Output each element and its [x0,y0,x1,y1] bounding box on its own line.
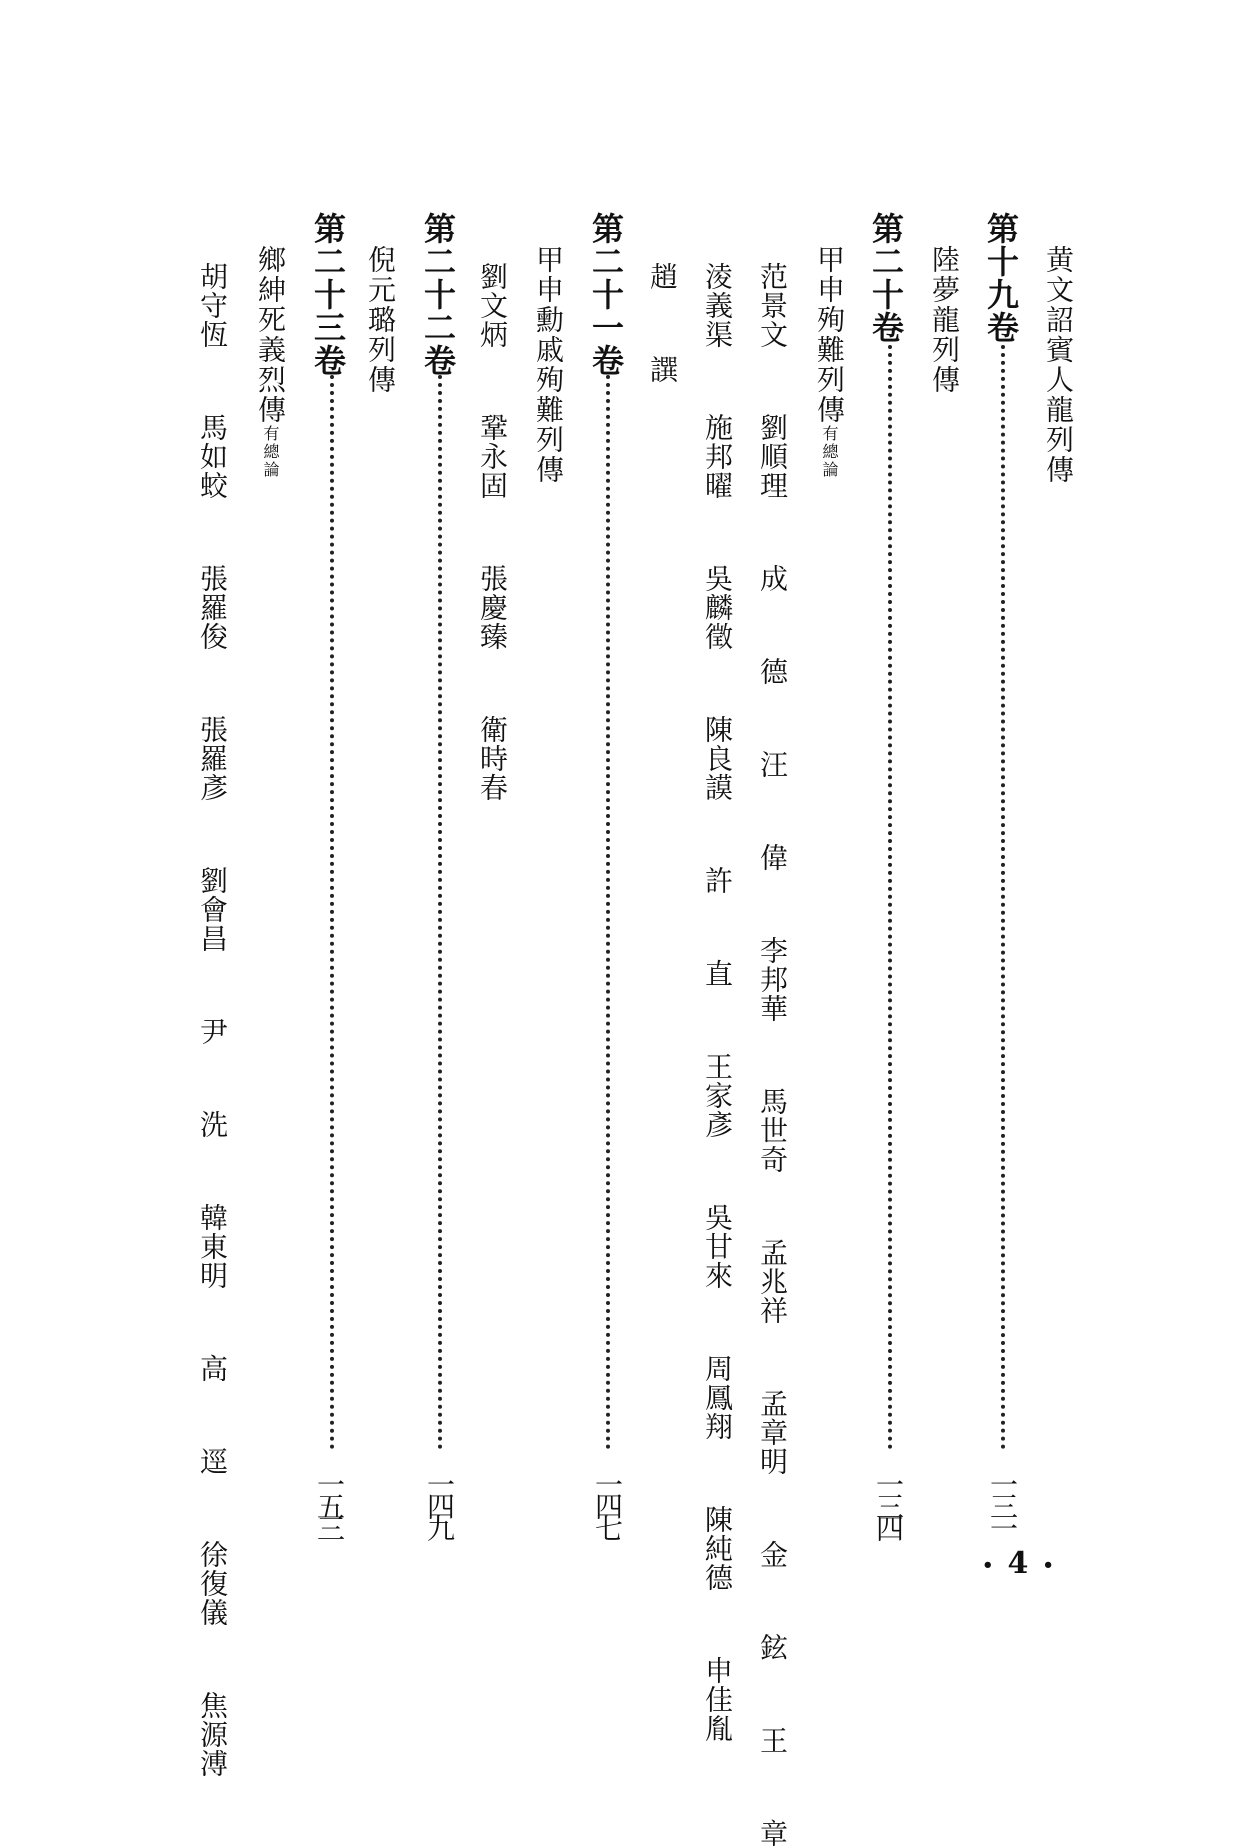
folio-bullet-left: • [982,1554,994,1576]
leader-dots [606,375,610,1450]
chapter-21-heading: 甲申勳戚殉難列傳 [532,245,565,485]
leader-dots [330,375,334,1450]
chapter-20-page: 一三四 [872,1470,905,1536]
chapter-22-page: 一四九 [423,1470,456,1536]
chapter-20-names-row-2: 淩義渠 施邦曜 吳麟徵 陳良謨 許 直 王家彥 吳甘來 周鳳翔 陳純德 申佳胤 [701,262,734,1743]
chapter-22-biography: 倪元璐列傳 [364,245,397,395]
chapter-20-note: 有總論 [820,425,839,479]
page-number-value: 4 [1007,1546,1029,1581]
chapter-20-heading [813,245,846,479]
chapter-21-page: 一四七 [591,1470,624,1536]
chapter-19-page: 一三一 [986,1470,1019,1536]
chapter-21-names: 劉文炳 鞏永固 張慶臻 衛時春 [476,262,509,802]
leader-dots [888,345,892,1450]
chapter-21-title: 第二十一卷 [587,212,625,377]
chapter-23-heading-text: 鄉紳死義烈傳 [254,245,287,425]
leader-dots [1001,345,1005,1450]
chapter-20-names-row-1: 范景文 劉順理 成 德 汪 偉 李邦華 馬世奇 孟兆祥 孟章明 金 鉉 王 章 [756,262,789,1848]
chapter-22-title: 第二十二卷 [419,212,457,377]
chapter-20-heading-text: 甲申殉難列傳 [813,245,846,425]
chapter-20-title: 第二十卷 [867,212,905,344]
chapter-23-page: 一五三 [313,1470,346,1536]
page-number [968,1546,1068,1581]
chapter-23-names: 胡守恆 馬如蛟 張羅俊 張羅彥 劉會昌 尹 洗 韓東明 高 逕 徐復儀 焦源溥 [196,262,229,1778]
chapter-19-title: 第十九卷 [982,212,1020,344]
chapter-23-title: 第二十三卷 [309,212,347,377]
leader-dots [438,375,442,1450]
chapter-20-names-row-3: 趙 譔 [646,262,679,384]
chapter-23-heading [254,245,287,479]
chapter-23-note: 有總論 [261,425,280,479]
chapter-19-biography: 陸夢龍列傳 [928,245,961,395]
folio-bullet-right: • [1042,1554,1054,1576]
toc-entry-title: 黄文詔賓人龍列傳 [1042,245,1075,485]
